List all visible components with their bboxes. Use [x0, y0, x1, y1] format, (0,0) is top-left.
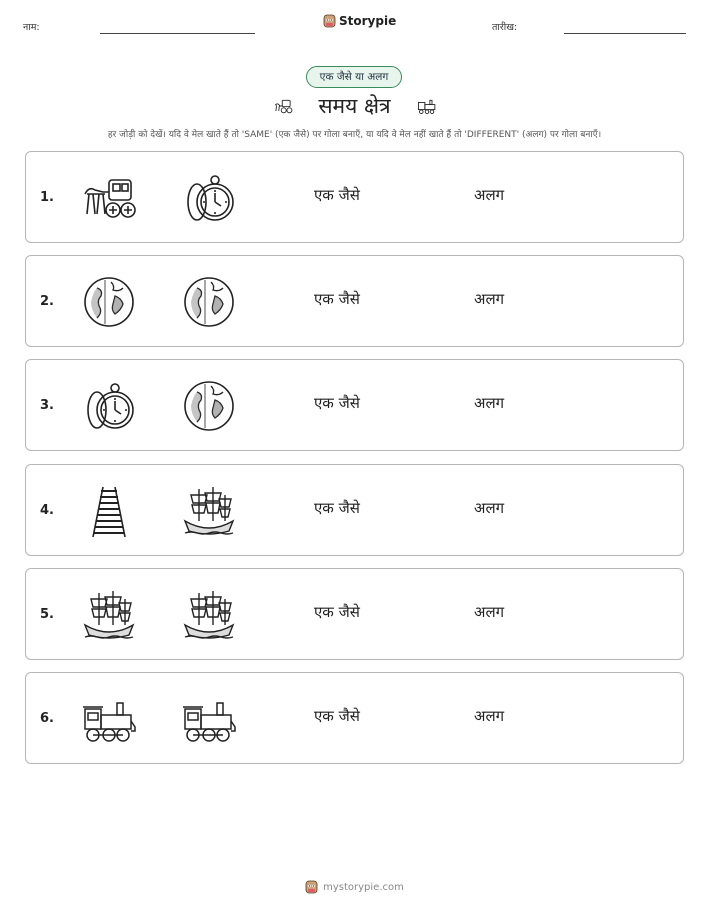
steam-train-icon — [412, 96, 442, 116]
instructions: हर जोड़ी को देखें। यदि वे मेल खाते हैं तो 'SAME' (एक जैसे) पर गोला बनाएँ, या यदि वे मेल नहीं खाते हैं तो 'DIFFERENT' (अलग) पर गोला बनाएँ। — [107, 130, 602, 140]
same-option[interactable]: एक जैसे — [314, 499, 360, 517]
date-label: तारीख: — [492, 22, 518, 33]
name-line[interactable] — [100, 33, 255, 34]
different-option[interactable]: अलग — [474, 394, 505, 412]
same-option[interactable]: एक जैसे — [314, 603, 360, 621]
worksheet-type-badge: एक जैसे या अलग — [306, 66, 402, 88]
same-option[interactable]: एक जैसे — [314, 707, 360, 725]
question-row — [25, 464, 684, 556]
different-option[interactable]: अलग — [474, 707, 505, 725]
question-number: 1. — [40, 190, 54, 205]
same-option[interactable]: एक जैसे — [314, 186, 360, 204]
storypie-mascot-icon — [323, 14, 336, 28]
different-option[interactable]: अलग — [474, 499, 505, 517]
question-number: 4. — [40, 503, 54, 518]
carriage-icon — [81, 170, 137, 226]
same-option[interactable]: एक जैसे — [314, 394, 360, 412]
footer-url[interactable]: mystorypie.com — [323, 881, 404, 893]
pocket-watch-icon — [181, 170, 237, 226]
steam-train-icon — [181, 691, 237, 747]
different-option[interactable]: अलग — [474, 290, 505, 308]
question-number: 6. — [40, 711, 54, 726]
pocket-watch-icon — [81, 378, 137, 434]
question-number: 5. — [40, 607, 54, 622]
same-option[interactable]: एक जैसे — [314, 290, 360, 308]
steam-train-icon — [81, 691, 137, 747]
question-row — [25, 359, 684, 451]
sailing-ship-icon — [181, 587, 237, 643]
brand — [323, 14, 396, 28]
globe-icon — [81, 274, 137, 330]
globe-icon — [181, 274, 237, 330]
page-title: समय क्षेत्र — [318, 94, 391, 118]
question-row — [25, 151, 684, 243]
sailing-ship-icon — [181, 483, 237, 539]
question-number: 3. — [40, 398, 54, 413]
question-row — [25, 672, 684, 764]
question-row — [25, 255, 684, 347]
storypie-mascot-icon — [305, 880, 318, 894]
date-line[interactable] — [564, 33, 686, 34]
name-label: नाम: — [23, 22, 40, 33]
brand-name: Storypie — [339, 14, 397, 28]
footer — [0, 880, 709, 894]
different-option[interactable]: अलग — [474, 186, 505, 204]
globe-icon — [181, 378, 237, 434]
question-number: 2. — [40, 294, 54, 309]
sailing-ship-icon — [81, 587, 137, 643]
railroad-track-icon — [81, 483, 137, 539]
question-row — [25, 568, 684, 660]
different-option[interactable]: अलग — [474, 603, 505, 621]
